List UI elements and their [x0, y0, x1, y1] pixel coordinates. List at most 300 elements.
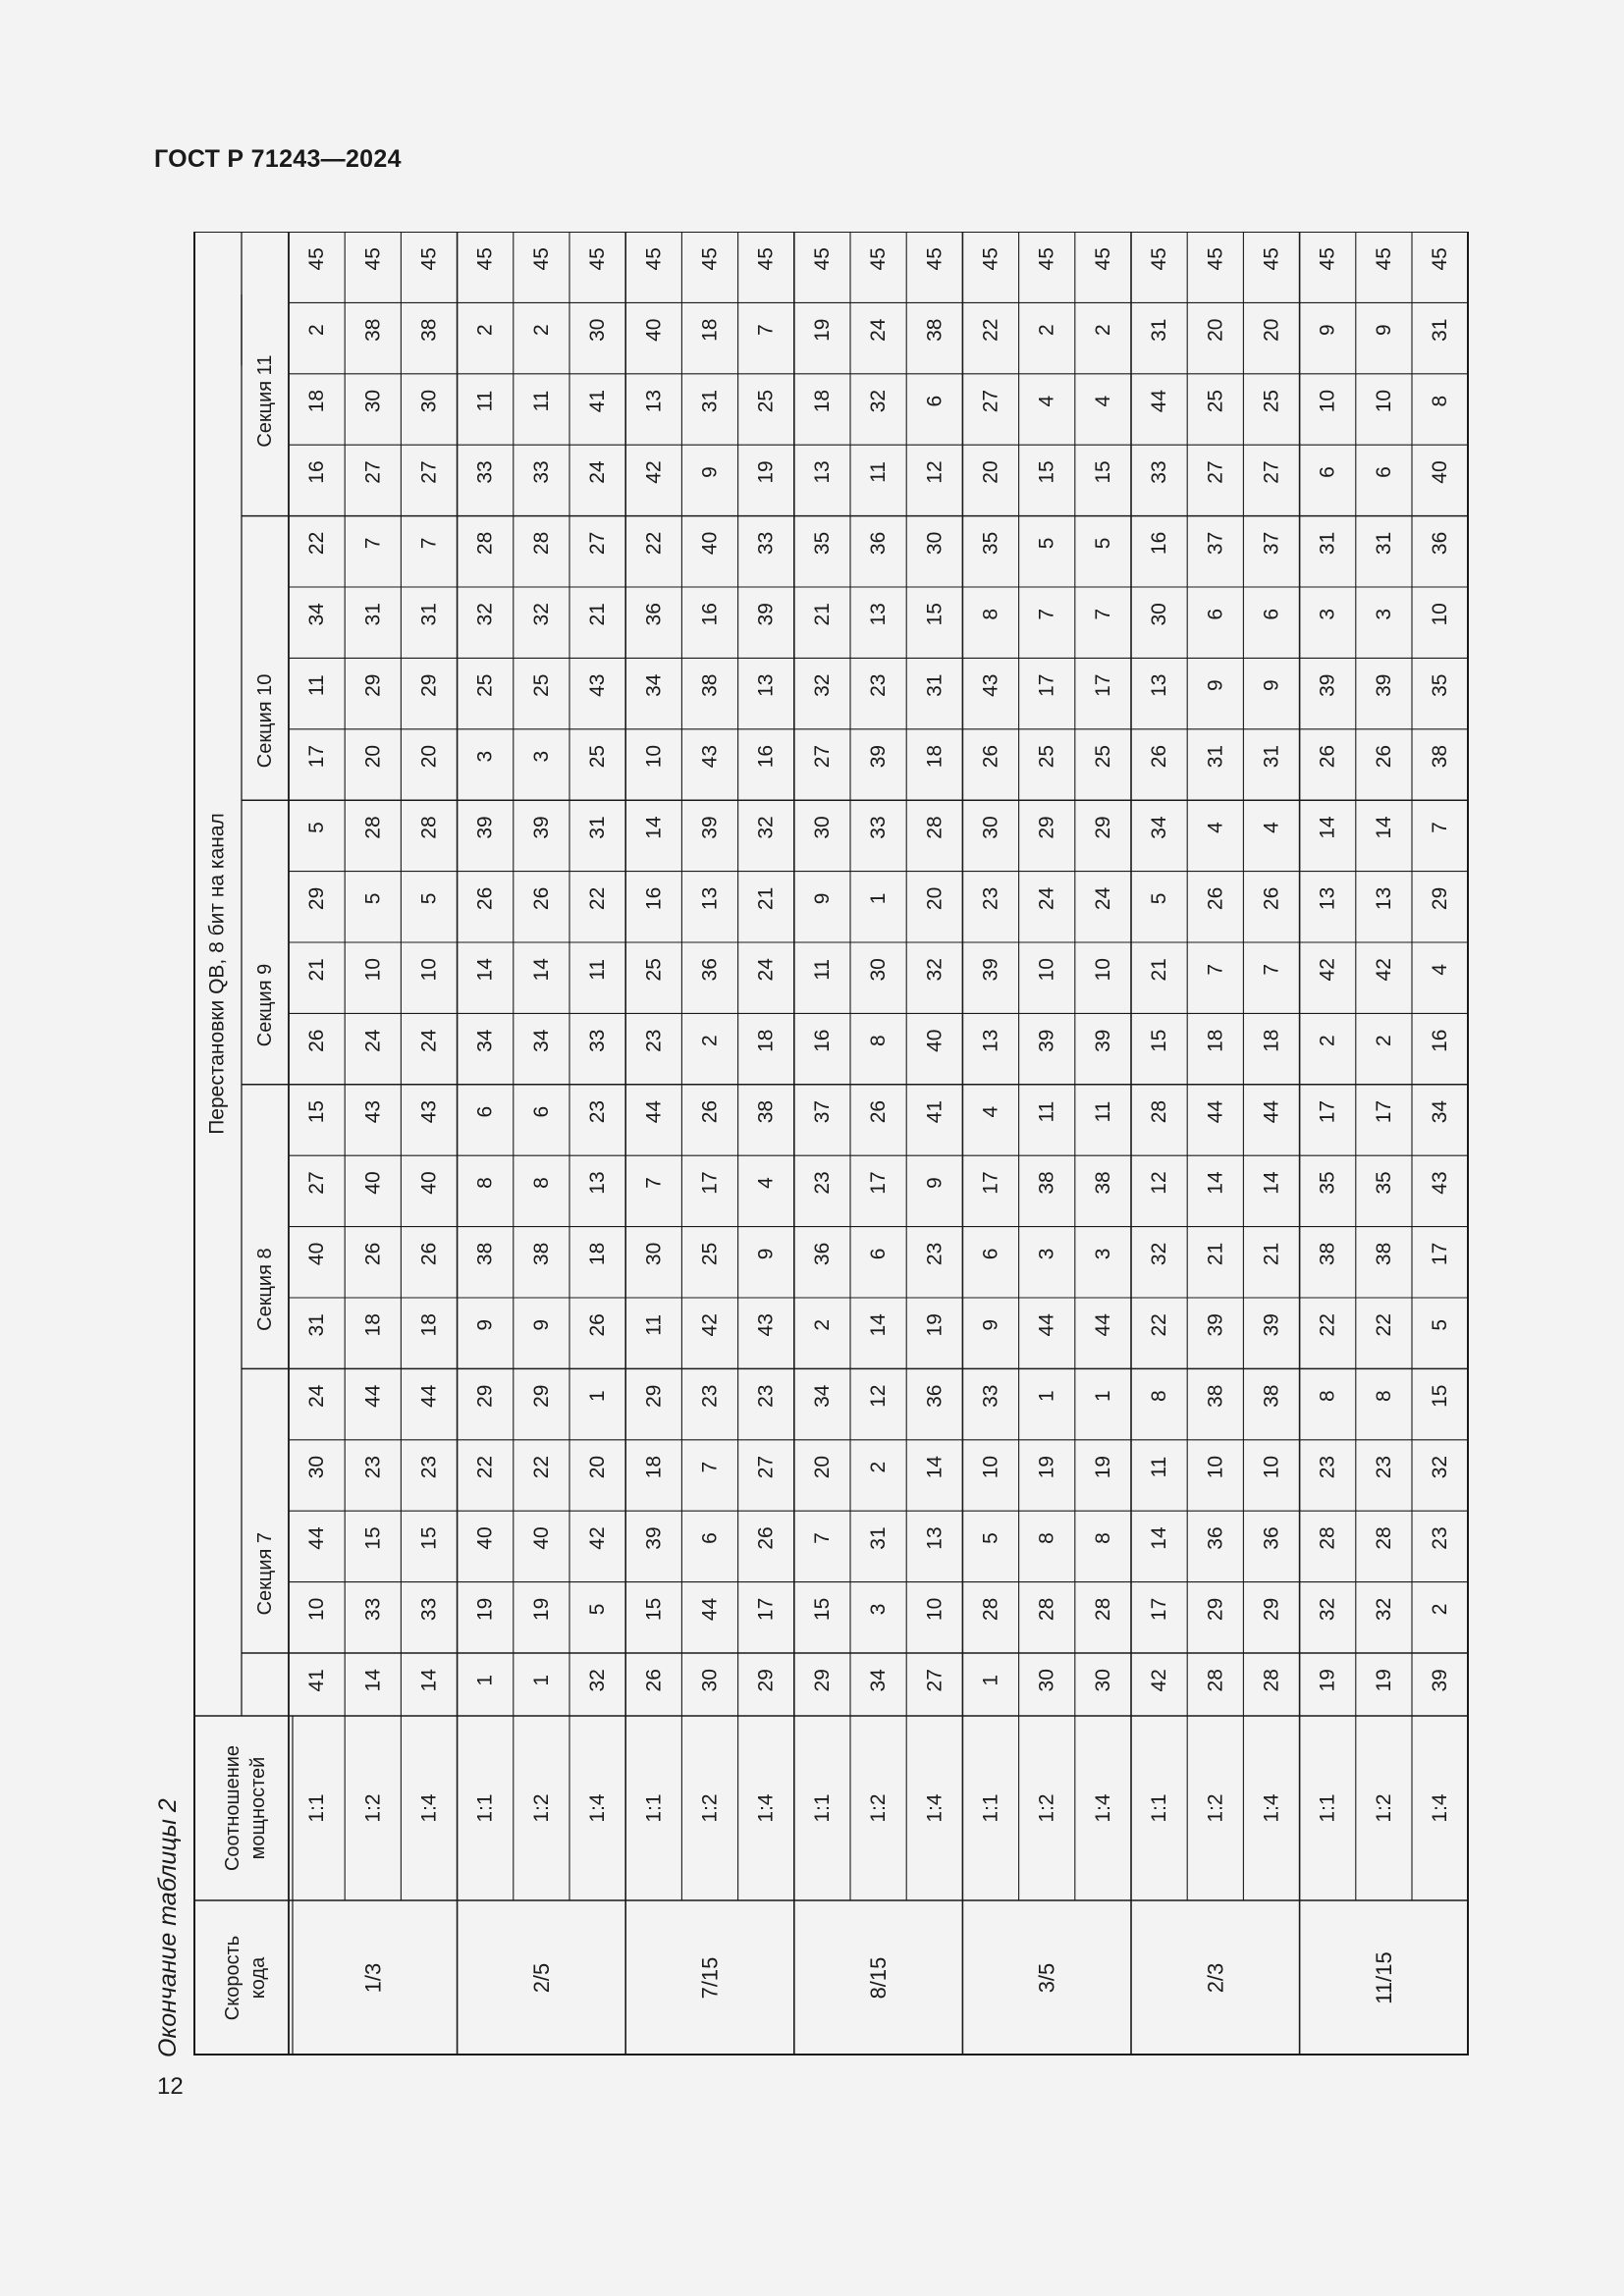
table-cell: 34	[1429, 1099, 1452, 1124]
table-cell: 13	[979, 1029, 1002, 1052]
table-cell: 30	[979, 816, 1002, 839]
table-cell: 32	[1148, 1242, 1171, 1266]
table-cell: 22	[642, 531, 666, 556]
table-cell: 38	[698, 673, 722, 697]
table-cell: 10	[1429, 603, 1452, 626]
table-cell: 21	[754, 886, 778, 911]
table-cell: 19	[473, 1597, 497, 1622]
table-cell: 24	[754, 958, 778, 982]
table-cell: 6	[1204, 608, 1227, 620]
table-cell: 38	[361, 318, 385, 342]
table-cell: 22	[1372, 1313, 1395, 1337]
table-cell: 14	[1316, 816, 1339, 839]
power-ratio-cell: 1:2	[1204, 1793, 1227, 1823]
table-cell: 42	[1316, 958, 1339, 982]
power-ratio-cell: 1:4	[1091, 1793, 1114, 1823]
table-cell: 23	[1429, 1526, 1452, 1550]
table-cell: 26	[473, 886, 497, 911]
table-cell: 9	[979, 1318, 1002, 1331]
table-cell: 28	[923, 816, 947, 839]
table-cell: 20	[586, 1455, 610, 1479]
table-cell: 32	[1372, 1597, 1395, 1622]
table-cell: 39	[1035, 1029, 1058, 1052]
table-cell: 3	[1035, 1248, 1058, 1260]
table-cell: 18	[1204, 1029, 1227, 1052]
table-cell: 15	[810, 1597, 834, 1622]
table-cell: 3	[1091, 1248, 1114, 1260]
table-cell: 36	[1260, 1526, 1283, 1550]
table-cell: 9	[1260, 679, 1283, 692]
table-cell: 45	[698, 247, 722, 271]
table-cell: 33	[867, 816, 891, 839]
table-cell: 22	[1316, 1313, 1339, 1337]
table-cell: 3	[473, 750, 497, 763]
table-cell: 14	[473, 958, 497, 982]
table-cell: 42	[698, 1313, 722, 1337]
table-cell: 8	[1035, 1532, 1058, 1544]
table-cell: 7	[417, 537, 441, 550]
table-cell: 23	[361, 1455, 385, 1479]
table-cell: 29	[754, 1669, 778, 1692]
table-cell: 23	[979, 886, 1002, 911]
table-cell: 4	[1035, 395, 1058, 407]
table-cell: 23	[867, 673, 891, 697]
table-cell: 25	[698, 1242, 722, 1266]
table-cell: 7	[698, 1461, 722, 1473]
table-cell: 16	[698, 603, 722, 626]
table-cell: 27	[586, 531, 610, 556]
table-cell: 25	[754, 389, 778, 413]
table-cell: 34	[305, 603, 329, 626]
table-cell: 21	[305, 958, 329, 982]
table-cell: 2	[810, 1318, 834, 1331]
table-cell: 25	[1035, 744, 1058, 769]
table-cell: 30	[1035, 1669, 1058, 1692]
table-cell: 14	[642, 816, 666, 839]
table-cell: 35	[810, 531, 834, 556]
group-header: Перестановки QB, 8 бит на канал	[205, 813, 229, 1135]
table-cell: 45	[1372, 247, 1395, 271]
table-cell: 8	[1372, 1390, 1395, 1403]
table-cell: 9	[810, 892, 834, 905]
table-cell: 25	[1204, 389, 1227, 413]
table-cell: 3	[1316, 608, 1339, 620]
table-cell: 14	[1260, 1171, 1283, 1195]
table-cell: 10	[1091, 958, 1114, 982]
table-cell: 36	[1429, 531, 1452, 556]
power-ratio-cell: 1:2	[361, 1793, 385, 1823]
table-cell: 43	[754, 1313, 778, 1337]
table-cell: 18	[1260, 1029, 1283, 1052]
table-cell: 5	[361, 892, 385, 905]
table-cell: 40	[923, 1029, 947, 1052]
table-cell: 31	[1148, 318, 1171, 342]
table-cell: 5	[586, 1603, 610, 1616]
table-cell: 14	[1148, 1526, 1171, 1550]
table-cell: 28	[1260, 1669, 1283, 1692]
table-cell: 11	[1035, 1100, 1058, 1123]
document-header: ГОСТ Р 71243—2024	[154, 145, 402, 173]
table-cell: 45	[1316, 247, 1339, 271]
table-cell: 26	[1316, 744, 1339, 769]
table-cell: 10	[1372, 389, 1395, 413]
table-cell: 45	[1148, 247, 1171, 271]
table-cell: 38	[923, 318, 947, 342]
table-cell: 38	[1316, 1242, 1339, 1266]
table-cell: 10	[1204, 1455, 1227, 1479]
table-cell: 45	[979, 247, 1002, 271]
table-cell: 40	[642, 318, 666, 342]
table-cell: 39	[979, 958, 1002, 982]
table-cell: 10	[1035, 958, 1058, 982]
table-cell: 23	[754, 1384, 778, 1408]
table-cell: 33	[361, 1597, 385, 1622]
table-cell: 27	[417, 460, 441, 484]
table-cell: 8	[1091, 1532, 1114, 1544]
table-cell: 31	[586, 816, 610, 839]
table-cell: 19	[754, 460, 778, 484]
table-cell: 22	[473, 1455, 497, 1479]
table-cell: 28	[1316, 1526, 1339, 1550]
power-ratio-cell: 1:1	[810, 1793, 834, 1823]
table-cell: 2	[1429, 1603, 1452, 1616]
table-cell: 31	[361, 603, 385, 626]
table-cell: 38	[1260, 1384, 1283, 1408]
table-cell: 23	[1316, 1455, 1339, 1479]
table-cell: 44	[1091, 1313, 1114, 1337]
table-cell: 36	[810, 1242, 834, 1266]
table-cell: 33	[754, 531, 778, 556]
table-cell: 41	[305, 1669, 329, 1692]
table-cell: 33	[473, 460, 497, 484]
table-cell: 8	[979, 608, 1002, 620]
table-cell: 15	[1148, 1029, 1171, 1052]
table-cell: 38	[1035, 1171, 1058, 1195]
table-cell: 9	[1316, 324, 1339, 337]
table-cell: 23	[810, 1171, 834, 1195]
table-cell: 27	[979, 389, 1002, 413]
table-cell: 18	[586, 1242, 610, 1266]
table-cell: 6	[867, 1248, 891, 1260]
table-cell: 11	[305, 674, 329, 697]
table-cell: 20	[810, 1455, 834, 1479]
table-cell: 24	[586, 460, 610, 484]
table-cell: 1	[586, 1390, 610, 1403]
table-cell: 26	[1260, 886, 1283, 911]
table-cell: 5	[1429, 1318, 1452, 1331]
table-cell: 32	[810, 673, 834, 697]
table-cell: 10	[979, 1455, 1002, 1479]
table-cell: 26	[1204, 886, 1227, 911]
table-cell: 27	[810, 744, 834, 769]
table-cell: 10	[417, 958, 441, 982]
table-cell: 21	[810, 603, 834, 626]
table-cell: 13	[1316, 886, 1339, 911]
table-cell: 38	[1429, 744, 1452, 769]
table-cell: 20	[923, 886, 947, 911]
table-cell: 11	[586, 958, 610, 981]
table-cell: 6	[1260, 608, 1283, 620]
power-ratio-cell: 1:1	[979, 1793, 1002, 1823]
table-cell: 29	[1429, 886, 1452, 911]
table-cell: 24	[361, 1029, 385, 1052]
table-cell: 45	[417, 247, 441, 271]
table-cell: 45	[1204, 247, 1227, 271]
table-cell: 45	[923, 247, 947, 271]
table-cell: 19	[923, 1313, 947, 1337]
table-cell: 35	[979, 531, 1002, 556]
table-cell: 30	[586, 318, 610, 342]
table-cell: 36	[1204, 1526, 1227, 1550]
table-cell: 4	[1091, 395, 1114, 407]
table-cell: 27	[923, 1669, 947, 1692]
table-cell: 15	[361, 1526, 385, 1550]
code-rate-cell: 2/5	[528, 1962, 554, 1994]
table-cell: 8	[867, 1035, 891, 1047]
table-cell: 1	[529, 1674, 553, 1686]
table-cell: 7	[1091, 608, 1114, 620]
table-cell: 27	[1204, 460, 1227, 484]
table-cell: 13	[867, 603, 891, 626]
table-cell: 31	[305, 1313, 329, 1337]
table-cell: 45	[1035, 247, 1058, 271]
table-cell: 8	[473, 1177, 497, 1189]
table-cell: 10	[923, 1597, 947, 1622]
table-cell: 31	[1204, 744, 1227, 769]
table-cell: 29	[1035, 816, 1058, 839]
table-cell: 19	[529, 1597, 553, 1622]
section-header: Секция 9	[254, 963, 276, 1047]
power-ratio-cell: 1:4	[754, 1793, 778, 1823]
table-cell: 38	[473, 1242, 497, 1266]
table-cell: 2	[473, 324, 497, 337]
table-cell: 45	[810, 247, 834, 271]
table-cell: 42	[1148, 1669, 1171, 1692]
table-cell: 39	[754, 603, 778, 626]
table-cell: 18	[923, 744, 947, 769]
table-cell: 3	[867, 1603, 891, 1616]
table-cell: 40	[698, 531, 722, 556]
table-cell: 26	[586, 1313, 610, 1337]
table-cell: 38	[529, 1242, 553, 1266]
table-cell: 26	[754, 1526, 778, 1550]
table-cell: 29	[305, 886, 329, 911]
table-cell: 35	[1316, 1171, 1339, 1195]
table-cell: 30	[810, 816, 834, 839]
table-cell: 34	[867, 1669, 891, 1692]
table-cell: 29	[642, 1384, 666, 1408]
table-cell: 28	[417, 816, 441, 839]
table-cell: 44	[698, 1597, 722, 1622]
table-cell: 13	[754, 673, 778, 697]
power-ratio-cell: 1:1	[473, 1793, 497, 1823]
table-cell: 27	[305, 1171, 329, 1195]
table-cell: 26	[417, 1242, 441, 1266]
power-ratio-cell: 1:2	[529, 1793, 553, 1823]
table-cell: 28	[473, 531, 497, 556]
table-cell: 10	[361, 958, 385, 982]
table-cell: 5	[1148, 892, 1171, 905]
table-cell: 24	[1091, 886, 1114, 911]
power-ratio-cell: 1:2	[1035, 1793, 1058, 1823]
table-cell: 25	[586, 744, 610, 769]
table-cell: 31	[1316, 531, 1339, 556]
table-cell: 15	[1035, 460, 1058, 484]
table-cell: 28	[1204, 1669, 1227, 1692]
table-cell: 42	[586, 1526, 610, 1550]
table-cell: 11	[810, 958, 834, 981]
table-cell: 22	[1148, 1313, 1171, 1337]
table-cell: 29	[473, 1384, 497, 1408]
section-header: Секция 11	[254, 354, 276, 448]
power-ratio-cell: 1:4	[923, 1793, 947, 1823]
table-cell: 16	[810, 1029, 834, 1052]
table-cell: 7	[1429, 822, 1452, 833]
table-cell: 31	[698, 389, 722, 413]
table-cell: 31	[417, 603, 441, 626]
table-cell: 39	[698, 816, 722, 839]
table-cell: 5	[979, 1532, 1002, 1544]
table-cell: 14	[867, 1313, 891, 1337]
table-cell: 11	[473, 390, 497, 412]
table-cell: 22	[305, 531, 329, 556]
table-cell: 1	[473, 1674, 497, 1686]
section-header: Секция 7	[254, 1531, 276, 1616]
table-cell: 40	[529, 1526, 553, 1550]
table-cell: 16	[754, 744, 778, 769]
table-cell: 43	[979, 673, 1002, 697]
table-cell: 43	[1429, 1171, 1452, 1195]
table-cell: 23	[417, 1455, 441, 1479]
table-cell: 6	[473, 1105, 497, 1118]
table-cell: 29	[1091, 816, 1114, 839]
table-cell: 1	[1035, 1390, 1058, 1403]
table-cell: 25	[1260, 389, 1283, 413]
section-header: Секция 8	[254, 1248, 276, 1331]
table-cell: 24	[305, 1384, 329, 1408]
table-cell: 36	[698, 958, 722, 982]
table-cell: 24	[1035, 886, 1058, 911]
table-cell: 19	[810, 318, 834, 342]
table-cell: 9	[1204, 679, 1227, 692]
table-cell: 30	[642, 1242, 666, 1266]
table-cell: 26	[642, 1669, 666, 1692]
table-cell: 34	[1148, 816, 1171, 839]
table-cell: 30	[361, 389, 385, 413]
table-cell: 11	[642, 1313, 666, 1336]
table-cell: 9	[698, 466, 722, 478]
table-cell: 29	[810, 1669, 834, 1692]
table-cell: 6	[923, 395, 947, 407]
table-cell: 45	[529, 247, 553, 271]
table-cell: 18	[754, 1029, 778, 1052]
table-cell: 38	[1372, 1242, 1395, 1266]
table-cell: 24	[417, 1029, 441, 1052]
power-ratio-cell: 1:4	[417, 1793, 441, 1823]
power-ratio-header: мощностей	[247, 1756, 269, 1860]
table-cell: 32	[473, 603, 497, 626]
table-cell: 21	[1260, 1242, 1283, 1266]
table-cell: 9	[473, 1318, 497, 1331]
table-cell: 31	[1260, 744, 1283, 769]
table-cell: 17	[305, 744, 329, 769]
table-cell: 7	[1035, 608, 1058, 620]
table-cell: 4	[1260, 822, 1283, 833]
table-cell: 39	[1316, 673, 1339, 697]
table-cell: 8	[529, 1177, 553, 1189]
table-cell: 44	[361, 1384, 385, 1408]
table-cell: 28	[979, 1597, 1002, 1622]
table-cell: 17	[1429, 1242, 1452, 1266]
table-cell: 44	[1148, 389, 1171, 413]
table-cell: 7	[361, 537, 385, 550]
table-cell: 38	[417, 318, 441, 342]
table-cell: 27	[361, 460, 385, 484]
table-cell: 37	[810, 1099, 834, 1124]
table-cell: 1	[979, 1674, 1002, 1686]
table-cell: 26	[1372, 744, 1395, 769]
table-cell: 30	[417, 389, 441, 413]
table-cell: 45	[1091, 247, 1114, 271]
table-cell: 44	[305, 1526, 329, 1550]
table-cell: 27	[1260, 460, 1283, 484]
table-cell: 22	[529, 1455, 553, 1479]
table-cell: 15	[305, 1099, 329, 1124]
table-cell: 39	[529, 816, 553, 839]
table-cell: 12	[867, 1384, 891, 1408]
table-cell: 6	[698, 1532, 722, 1544]
table-cell: 45	[754, 247, 778, 271]
page-number: 12	[157, 2073, 184, 2100]
table-cell: 17	[1316, 1099, 1339, 1124]
power-ratio-cell: 1:1	[305, 1793, 329, 1823]
table-cell: 1	[1091, 1390, 1114, 1403]
table-cell: 13	[698, 886, 722, 911]
code-rate-cell: 7/15	[697, 1956, 723, 2000]
table-cell: 39	[473, 816, 497, 839]
table-cell: 30	[923, 531, 947, 556]
table-cell: 5	[1035, 537, 1058, 550]
table-cell: 4	[754, 1177, 778, 1189]
table-cell: 32	[529, 603, 553, 626]
table-cell: 12	[923, 460, 947, 484]
table-cell: 10	[1316, 389, 1339, 413]
table-cell: 32	[586, 1669, 610, 1692]
table-cell: 29	[361, 673, 385, 697]
table-cell: 33	[529, 460, 553, 484]
table-cell: 19	[1372, 1669, 1395, 1692]
table-cell: 2	[698, 1035, 722, 1047]
table-cell: 22	[979, 318, 1002, 342]
table-cell: 45	[642, 247, 666, 271]
table-cell: 4	[1204, 822, 1227, 833]
table-cell: 2	[1372, 1035, 1395, 1047]
table-cell: 39	[1204, 1313, 1227, 1337]
table-caption: Окончание таблицы 2	[154, 1798, 182, 2057]
table-cell: 14	[1204, 1171, 1227, 1195]
table-cell: 29	[1260, 1597, 1283, 1622]
table-cell: 31	[923, 673, 947, 697]
table-cell: 44	[417, 1384, 441, 1408]
table-cell: 10	[1260, 1455, 1283, 1479]
table-cell: 34	[810, 1384, 834, 1408]
table-cell: 20	[1260, 318, 1283, 342]
table-cell: 7	[1260, 963, 1283, 976]
table-cell: 34	[473, 1029, 497, 1052]
table-cell: 45	[305, 247, 329, 271]
table-cell: 32	[1316, 1597, 1339, 1622]
table-cell: 40	[473, 1526, 497, 1550]
